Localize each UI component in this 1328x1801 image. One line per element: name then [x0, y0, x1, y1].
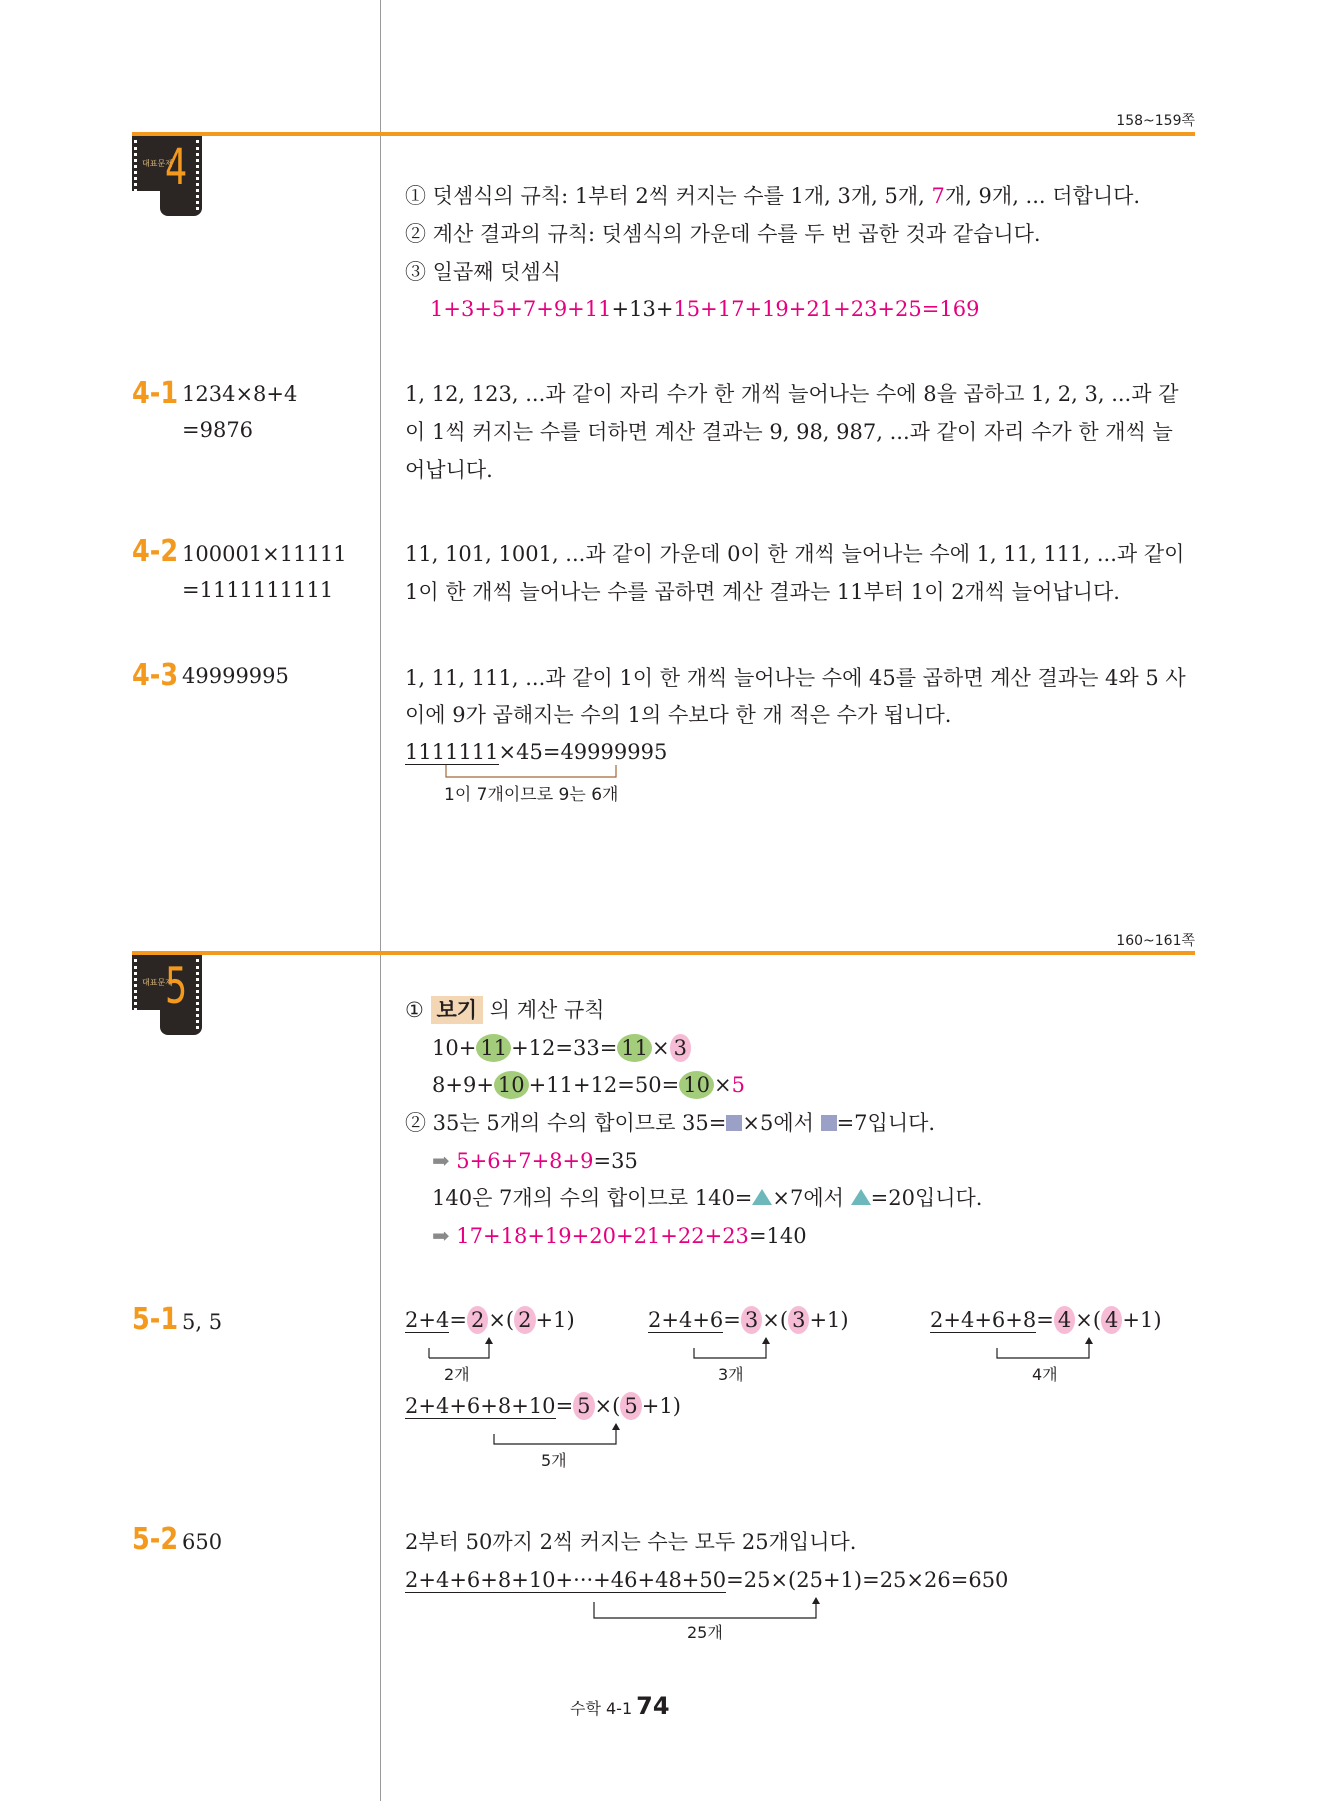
- problem-5-1-bracket-1: [425, 1336, 495, 1360]
- problem-4-3-explanation-2: 이에 9가 곱해지는 수의 1의 수보다 한 개 적은 수가 됩니다.: [405, 703, 952, 727]
- page-reference-160-161: 160~161쪽: [1116, 933, 1195, 949]
- problem-5-2-answer: 650: [182, 1530, 223, 1554]
- problem-5-2-equation: 2+4+6+8+10+···+46+48+50=25×(25+1)=25×26=650: [405, 1568, 1009, 1592]
- problem-5-1-equation-4: 2+4+6+8+10= 5 ×( 5 +1): [405, 1394, 681, 1418]
- problem-5-1-count-1: 2개: [444, 1365, 470, 1384]
- rep5-line-6: 140은 7개의 수의 합이므로 140= ×7에서 =20입니다.: [432, 1186, 983, 1210]
- problem-5-2-bracket: [590, 1596, 820, 1620]
- problem-4-3-equation: 1111111×45=49999995: [405, 740, 668, 764]
- square-symbol: [821, 1115, 837, 1131]
- section-4-rule: [132, 132, 1195, 136]
- badge-label: 대표문제: [142, 159, 173, 168]
- film-perforation-left: [134, 959, 140, 1029]
- example-box-label: 보기: [431, 996, 484, 1024]
- badge-number: 5: [165, 957, 188, 1015]
- problem-5-2-explanation-1: 2부터 50까지 2씩 커지는 수는 모두 25개입니다.: [405, 1530, 857, 1554]
- section-5-rule: [132, 951, 1195, 955]
- film-perforation-right: [196, 140, 202, 210]
- problem-4-3-answer: 49999995: [182, 664, 289, 688]
- square-symbol: [726, 1115, 742, 1131]
- problem-5-1-count-4: 5개: [541, 1451, 567, 1470]
- right-arrow-icon: ➡: [432, 1224, 450, 1248]
- problem-4-2-answer-line-2: =1111111111: [182, 578, 334, 602]
- center-divider: [380, 0, 381, 1801]
- right-arrow-icon: ➡: [432, 1149, 450, 1173]
- problem-4-3-note: 1이 7개이므로 9는 6개: [444, 785, 619, 805]
- problem-4-1-number: 4-1: [132, 376, 179, 411]
- problem-5-1-bracket-2: [690, 1336, 770, 1360]
- problem-4-1-answer-line-2: =9876: [182, 418, 254, 442]
- problem-5-1-number: 5-1: [132, 1302, 179, 1337]
- problem-5-1-equation-3: 2+4+6+8= 4 ×( 4 +1): [930, 1308, 1162, 1332]
- problem-5-1-equation-1: 2+4= 2 ×( 2 +1): [405, 1308, 575, 1332]
- rep5-line-7: ➡ 17+18+19+20+21+22+23=140: [432, 1224, 807, 1248]
- problem-4-1-explanation-3: 어납니다.: [405, 458, 493, 482]
- problem-4-1-explanation-1: 1, 12, 123, ...과 같이 자리 수가 한 개씩 늘어나는 수에 8을 곱하고 1, 2, 3, ...과 같: [405, 382, 1179, 406]
- rep4-line-2: ② 계산 결과의 규칙: 덧셈식의 가운데 수를 두 번 곱한 것과 같습니다.: [405, 222, 1041, 246]
- problem-4-3-number: 4-3: [132, 658, 179, 693]
- badge-number: 4: [165, 138, 188, 196]
- rep5-line-2: 10+ 11 +12=33= 11 × 3: [432, 1034, 691, 1062]
- representative-problem-4-badge: [132, 136, 202, 216]
- problem-4-1-answer-line-1: 1234×8+4: [182, 382, 298, 406]
- problem-5-1-bracket-3: [993, 1336, 1093, 1360]
- rep5-line-1: ① 보기 의 계산 규칙: [405, 998, 605, 1022]
- page-footer: [570, 1692, 670, 1720]
- problem-5-1-equation-2: 2+4+6= 3 ×( 3 +1): [648, 1308, 849, 1332]
- problem-5-2-count: 25개: [687, 1623, 723, 1642]
- problem-4-3-explanation-1: 1, 11, 111, ...과 같이 1이 한 개씩 늘어나는 수에 45를 곱하면 계산 결과는 4와 5 사: [405, 666, 1186, 690]
- problem-4-2-number: 4-2: [132, 534, 179, 569]
- rep4-line-4: 1+3+5+7+9+11+13+15+17+19+21+23+25=169: [430, 297, 980, 321]
- film-perforation-right: [196, 959, 202, 1029]
- rep5-line-5: ➡ 5+6+7+8+9=35: [432, 1149, 638, 1173]
- rep5-line-4: ② 35는 5개의 수의 합이므로 35= ×5에서 =7입니다.: [405, 1111, 936, 1135]
- problem-5-1-count-2: 3개: [718, 1365, 744, 1384]
- rep4-line-1: ① 덧셈식의 규칙: 1부터 2씩 커지는 수를 1개, 3개, 5개, 7개, 9개, ... 더합니다.: [405, 184, 1141, 208]
- problem-5-1-answer: 5, 5: [182, 1310, 223, 1334]
- problem-4-1-explanation-2: 이 1씩 커지는 수를 더하면 계산 결과는 9, 98, 987, ...과 같이 자리 수가 한 개씩 늘: [405, 420, 1173, 444]
- rep4-line-3: ③ 일곱째 덧셈식: [405, 260, 562, 284]
- problem-4-2-answer-line-1: 100001×11111: [182, 542, 347, 566]
- representative-problem-5-badge: [132, 955, 202, 1035]
- triangle-symbol: [752, 1189, 772, 1205]
- problem-4-2-explanation-2: 1이 한 개씩 늘어나는 수를 곱하면 계산 결과는 11부터 1이 2개씩 늘어납니다.: [405, 580, 1120, 604]
- triangle-symbol: [851, 1189, 871, 1205]
- badge-label: 대표문제: [142, 978, 173, 987]
- film-perforation-left: [134, 140, 140, 210]
- footer-subject: 수학 4-1: [570, 1699, 633, 1718]
- page-reference-158-159: 158~159쪽: [1116, 113, 1195, 129]
- page-number: 74: [636, 1692, 670, 1720]
- problem-5-1-bracket-4: [490, 1422, 620, 1446]
- rep5-line-3: 8+9+ 10 +11+12=50= 10 ×5: [432, 1073, 745, 1097]
- problem-5-2-number: 5-2: [132, 1522, 179, 1557]
- problem-4-2-explanation-1: 11, 101, 1001, ...과 같이 가운데 0이 한 개씩 늘어나는 수에 1, 11, 111, ...과 같이: [405, 542, 1185, 566]
- problem-5-1-count-3: 4개: [1032, 1365, 1058, 1384]
